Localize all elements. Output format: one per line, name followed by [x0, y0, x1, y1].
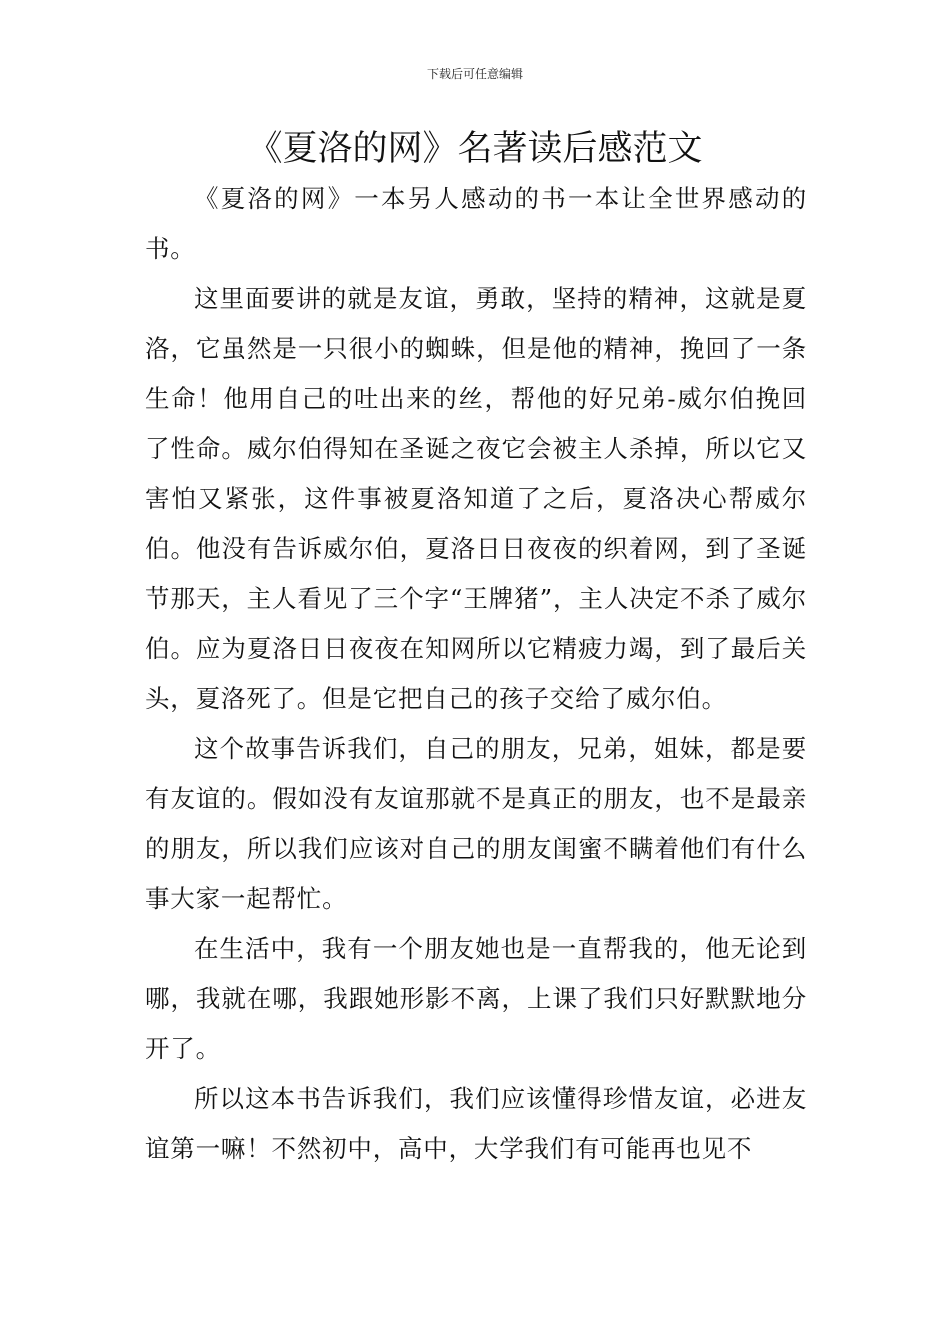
document-title: 《夏洛的网》名著读后感范文 [247, 129, 703, 169]
document-body [145, 174, 807, 1174]
paragraph: 这个故事告诉我们，自己的朋友，兄弟，姐妹，都是要有友谊的。假如没有友谊那就不是真正的朋友，也不是最亲的朋友，所以我们应该对自己的朋友闺蜜不瞒着他们有什么事大家一起帮忙。 [145, 734, 807, 913]
paragraph: 这里面要讲的就是友谊，勇敢，坚持的精神，这就是夏洛，它虽然是一只很小的蜘蛛，但是他的精神，挽回了一条生命！他用自己的吐出来的丝，帮他的好兄弟-威尔伯挽回了性命。威尔伯得知在圣诞之夜它会被主人杀掉，所以它又害怕又紧张，这件事被夏洛知道了之后，夏洛决心帮威尔伯。他没有告诉威尔伯，夏洛日日夜夜的织着网，到了圣诞节那天，主人看见了三个字“王牌猪”，主人决定不杀了威尔伯。应为夏洛日日夜夜在知网所以它精疲力竭，到了最后关头，夏洛死了。但是它把自己的孩子交给了威尔伯。 [145, 284, 807, 713]
paragraph: 《夏洛的网》一本另人感动的书一本让全世界感动的书。 [145, 184, 807, 263]
paragraph: 在生活中，我有一个朋友她也是一直帮我的，他无论到哪，我就在哪，我跟她形影不离，上课了我们只好默默地分开了。 [145, 934, 807, 1063]
paragraph: 所以这本书告诉我们，我们应该懂得珍惜友谊，必进友谊第一嘛！不然初中，高中，大学我们有可能再也见不 [145, 1084, 807, 1163]
header-note: 下载后可任意编辑 [426, 67, 523, 81]
